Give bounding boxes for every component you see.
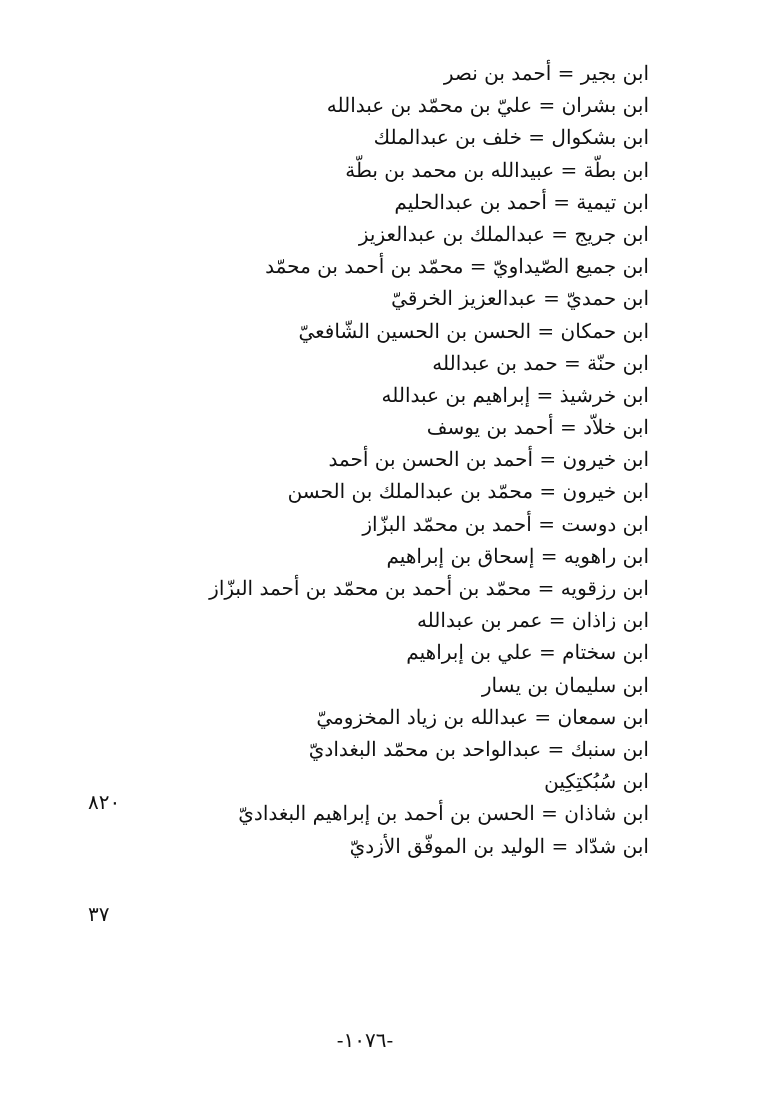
index-entry: ابن راهويه = إسحاق بن إبراهيم — [386, 543, 649, 568]
index-entry: ابن خلاّد = أحمد بن يوسف — [426, 415, 649, 440]
index-entry: ابن سليمان بن يسار — [481, 672, 649, 697]
index-entry: ابن خرشيذ = إبراهيم بن عبدالله — [381, 382, 649, 407]
margin-number: ٨٢٠ — [88, 790, 121, 814]
index-entry: ابن خيرون = محمّد بن عبدالملك بن الحسن — [287, 479, 649, 504]
index-entry: ابن بطّة = عبيدالله بن محمد بن بطّة — [345, 157, 649, 182]
index-entry: ابن خيرون = أحمد بن الحسن بن أحمد — [328, 447, 649, 472]
index-entry: ابن سُبُكتِكِين — [544, 769, 649, 794]
index-entry: ابن حنّة = حمد بن عبدالله — [432, 350, 649, 375]
index-entry: ابن بشران = عليّ بن محمّد بن عبدالله — [326, 93, 649, 118]
index-entry: ابن تيمية = أحمد بن عبدالحليم — [394, 189, 649, 214]
index-entry: ابن حمديّ = عبدالعزيز الخرقيّ — [391, 286, 649, 311]
index-entry: ابن رزقويه = محمّد بن أحمد بن محمّد بن أحمد البزّاز — [209, 576, 649, 600]
index-entry: ابن زاذان = عمر بن عبدالله — [416, 608, 649, 633]
index-entry: ابن سختام = علي بن إبراهيم — [406, 640, 649, 665]
index-entry-list — [89, 57, 649, 862]
index-entry: ابن بشكوال = خلف بن عبدالملك — [373, 125, 649, 150]
index-entry: ابن حمكان = الحسن بن الحسين الشّافعيّ — [298, 318, 649, 343]
index-entry: ابن بجير = أحمد بن نصر — [443, 61, 649, 85]
index-entry: ابن شدّاد = الوليد بن الموفّق الأزديّ — [349, 833, 649, 858]
index-entry: ابن سمعان = عبدالله بن زياد المخزوميّ — [316, 704, 649, 729]
index-entry: ابن سنبك = عبدالواحد بن محمّد البغداديّ — [308, 736, 649, 761]
index-entry: ابن جريج = عبدالملك بن عبدالعزيز — [358, 221, 649, 246]
page-number: -١٠٧٦- — [336, 1028, 394, 1052]
margin-number: ٣٧ — [88, 902, 110, 926]
index-entry: ابن دوست = أحمد بن محمّد البزّاز — [362, 511, 649, 536]
index-entry: ابن شاذان = الحسن بن أحمد بن إبراهيم البغداديّ — [238, 801, 649, 826]
index-entry: ابن جميع الصّيداويّ = محمّد بن أحمد بن محمّد — [265, 254, 649, 279]
